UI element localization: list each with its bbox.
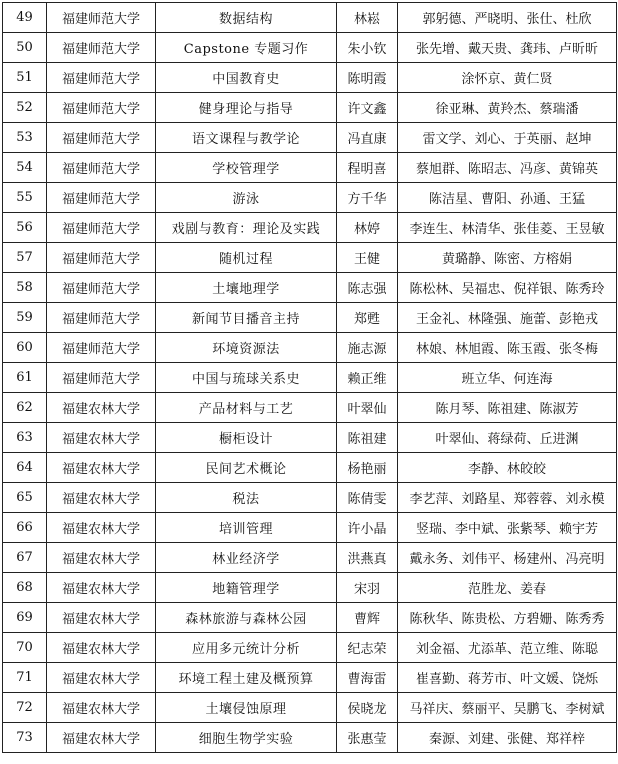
course-name-cell: 新闻节目播音主持 <box>156 303 337 333</box>
course-name-cell: 培训管理 <box>156 513 337 543</box>
course-leader-cell: 陈祖建 <box>337 423 398 453</box>
university-name-cell: 福建师范大学 <box>47 63 156 93</box>
table-row <box>3 693 617 723</box>
course-name-cell: 土壤侵蚀原理 <box>156 693 337 723</box>
table-row <box>3 33 617 63</box>
university-name-cell: 福建农林大学 <box>47 573 156 603</box>
row-number-cell: 49 <box>3 3 47 33</box>
row-number-cell: 57 <box>3 243 47 273</box>
course-name-cell: 地籍管理学 <box>156 573 337 603</box>
course-leader-cell: 林婷 <box>337 213 398 243</box>
row-number-cell: 64 <box>3 453 47 483</box>
table-row <box>3 663 617 693</box>
university-name-cell: 福建农林大学 <box>47 723 156 753</box>
university-name-cell: 福建农林大学 <box>47 393 156 423</box>
team-members-cell: 陈松林、吴福忠、倪祥银、陈秀玲 <box>398 273 617 303</box>
course-name-cell: 环境资源法 <box>156 333 337 363</box>
row-number-cell: 62 <box>3 393 47 423</box>
table-row <box>3 363 617 393</box>
table-row <box>3 483 617 513</box>
course-leader-cell: 洪燕真 <box>337 543 398 573</box>
course-name-cell: 随机过程 <box>156 243 337 273</box>
table-row <box>3 303 617 333</box>
row-number-cell: 53 <box>3 123 47 153</box>
table-row <box>3 603 617 633</box>
table-row <box>3 453 617 483</box>
university-name-cell: 福建农林大学 <box>47 483 156 513</box>
course-leader-cell: 方千华 <box>337 183 398 213</box>
row-number-cell: 50 <box>3 33 47 63</box>
row-number-cell: 58 <box>3 273 47 303</box>
course-leader-cell: 陈明霞 <box>337 63 398 93</box>
university-name-cell: 福建师范大学 <box>47 333 156 363</box>
table-row <box>3 3 617 33</box>
team-members-cell: 陈秋华、陈贵松、方碧姗、陈秀秀 <box>398 603 617 633</box>
course-leader-cell: 林崧 <box>337 3 398 33</box>
team-members-cell: 陈洁星、曹阳、孙通、王猛 <box>398 183 617 213</box>
table-row <box>3 543 617 573</box>
table-body <box>3 3 617 753</box>
team-members-cell: 崔喜勤、蒋芳市、叶文媛、饶烁 <box>398 663 617 693</box>
course-leader-cell: 陈倩雯 <box>337 483 398 513</box>
table-row <box>3 153 617 183</box>
team-members-cell: 叶翠仙、蒋绿荷、丘进渊 <box>398 423 617 453</box>
table-row <box>3 423 617 453</box>
course-leader-cell: 赖正维 <box>337 363 398 393</box>
course-leader-cell: 侯晓龙 <box>337 693 398 723</box>
course-leader-cell: 许文鑫 <box>337 93 398 123</box>
team-members-cell: 刘金福、尤添革、范立维、陈聪 <box>398 633 617 663</box>
university-name-cell: 福建师范大学 <box>47 183 156 213</box>
team-members-cell: 李静、林皎皎 <box>398 453 617 483</box>
course-name-cell: 环境工程土建及概预算 <box>156 663 337 693</box>
university-name-cell: 福建农林大学 <box>47 513 156 543</box>
course-leader-cell: 曹辉 <box>337 603 398 633</box>
course-name-cell: Capstone 专题习作 <box>156 33 337 63</box>
row-number-cell: 55 <box>3 183 47 213</box>
course-leader-cell: 王健 <box>337 243 398 273</box>
university-name-cell: 福建师范大学 <box>47 93 156 123</box>
course-leader-cell: 朱小钦 <box>337 33 398 63</box>
course-leader-cell: 程明喜 <box>337 153 398 183</box>
team-members-cell: 范胜龙、姜春 <box>398 573 617 603</box>
university-name-cell: 福建农林大学 <box>47 543 156 573</box>
university-name-cell: 福建师范大学 <box>47 363 156 393</box>
university-name-cell: 福建师范大学 <box>47 33 156 63</box>
course-leader-cell: 陈志强 <box>337 273 398 303</box>
course-name-cell: 健身理论与指导 <box>156 93 337 123</box>
team-members-cell: 蔡旭群、陈昭志、冯彦、黄锦英 <box>398 153 617 183</box>
team-members-cell: 陈月琴、陈祖建、陈淑芳 <box>398 393 617 423</box>
course-name-cell: 产品材料与工艺 <box>156 393 337 423</box>
table-row <box>3 633 617 663</box>
team-members-cell: 王金礼、林隆强、施蕾、彭艳戎 <box>398 303 617 333</box>
row-number-cell: 60 <box>3 333 47 363</box>
team-members-cell: 李连生、林清华、张佳菱、王昱敏 <box>398 213 617 243</box>
university-name-cell: 福建师范大学 <box>47 3 156 33</box>
row-number-cell: 69 <box>3 603 47 633</box>
table-row <box>3 213 617 243</box>
university-name-cell: 福建师范大学 <box>47 153 156 183</box>
table-row <box>3 273 617 303</box>
team-members-cell: 徐亚琳、黄羚杰、蔡瑞潘 <box>398 93 617 123</box>
row-number-cell: 73 <box>3 723 47 753</box>
course-leader-cell: 杨艳丽 <box>337 453 398 483</box>
course-name-cell: 中国教育史 <box>156 63 337 93</box>
team-members-cell: 张先增、戴天贵、龚玮、卢昕昕 <box>398 33 617 63</box>
table-row <box>3 723 617 753</box>
team-members-cell: 林娘、林旭霞、陈玉霞、张冬梅 <box>398 333 617 363</box>
university-name-cell: 福建农林大学 <box>47 663 156 693</box>
course-leader-cell: 许小晶 <box>337 513 398 543</box>
table-row <box>3 183 617 213</box>
course-name-cell: 游泳 <box>156 183 337 213</box>
team-members-cell: 马祥庆、蔡丽平、吴鹏飞、李树斌 <box>398 693 617 723</box>
course-leader-cell: 施志源 <box>337 333 398 363</box>
course-name-cell: 学校管理学 <box>156 153 337 183</box>
course-name-cell: 森林旅游与森林公园 <box>156 603 337 633</box>
row-number-cell: 54 <box>3 153 47 183</box>
university-name-cell: 福建师范大学 <box>47 213 156 243</box>
row-number-cell: 68 <box>3 573 47 603</box>
team-members-cell: 黄璐静、陈密、方榕娟 <box>398 243 617 273</box>
row-number-cell: 66 <box>3 513 47 543</box>
course-leader-cell: 张惠莹 <box>337 723 398 753</box>
row-number-cell: 51 <box>3 63 47 93</box>
row-number-cell: 71 <box>3 663 47 693</box>
course-name-cell: 中国与琉球关系史 <box>156 363 337 393</box>
row-number-cell: 52 <box>3 93 47 123</box>
course-name-cell: 民间艺术概论 <box>156 453 337 483</box>
course-leader-cell: 纪志荣 <box>337 633 398 663</box>
team-members-cell: 竖瑞、李中斌、张紫琴、赖宇芳 <box>398 513 617 543</box>
university-name-cell: 福建农林大学 <box>47 423 156 453</box>
course-name-cell: 数据结构 <box>156 3 337 33</box>
row-number-cell: 72 <box>3 693 47 723</box>
row-number-cell: 63 <box>3 423 47 453</box>
course-name-cell: 税法 <box>156 483 337 513</box>
table-row <box>3 123 617 153</box>
course-name-cell: 林业经济学 <box>156 543 337 573</box>
university-name-cell: 福建师范大学 <box>47 243 156 273</box>
row-number-cell: 61 <box>3 363 47 393</box>
row-number-cell: 56 <box>3 213 47 243</box>
university-name-cell: 福建师范大学 <box>47 273 156 303</box>
course-table <box>2 2 617 753</box>
university-name-cell: 福建农林大学 <box>47 603 156 633</box>
university-name-cell: 福建农林大学 <box>47 693 156 723</box>
team-members-cell: 班立华、何连海 <box>398 363 617 393</box>
team-members-cell: 戴永务、刘伟平、杨建州、冯亮明 <box>398 543 617 573</box>
course-leader-cell: 郑甦 <box>337 303 398 333</box>
university-name-cell: 福建农林大学 <box>47 633 156 663</box>
university-name-cell: 福建师范大学 <box>47 123 156 153</box>
course-name-cell: 应用多元统计分析 <box>156 633 337 663</box>
university-name-cell: 福建师范大学 <box>47 303 156 333</box>
table-row <box>3 333 617 363</box>
row-number-cell: 65 <box>3 483 47 513</box>
course-leader-cell: 宋羽 <box>337 573 398 603</box>
course-leader-cell: 叶翠仙 <box>337 393 398 423</box>
course-name-cell: 语文课程与教学论 <box>156 123 337 153</box>
team-members-cell: 秦源、刘建、张健、郑祥梓 <box>398 723 617 753</box>
course-name-cell: 细胞生物学实验 <box>156 723 337 753</box>
table-row <box>3 93 617 123</box>
row-number-cell: 59 <box>3 303 47 333</box>
table-row <box>3 393 617 423</box>
table-row <box>3 63 617 93</box>
team-members-cell: 雷文学、刘心、于英丽、赵坤 <box>398 123 617 153</box>
table-row <box>3 573 617 603</box>
table-row <box>3 243 617 273</box>
team-members-cell: 李艺萍、刘路星、郑蓉蓉、刘永模 <box>398 483 617 513</box>
course-leader-cell: 冯直康 <box>337 123 398 153</box>
course-name-cell: 橱柜设计 <box>156 423 337 453</box>
university-name-cell: 福建农林大学 <box>47 453 156 483</box>
course-leader-cell: 曹海雷 <box>337 663 398 693</box>
team-members-cell: 涂怀京、黄仁贤 <box>398 63 617 93</box>
course-name-cell: 土壤地理学 <box>156 273 337 303</box>
row-number-cell: 70 <box>3 633 47 663</box>
team-members-cell: 郭躬德、严晓明、张仕、杜欣 <box>398 3 617 33</box>
table-row <box>3 513 617 543</box>
row-number-cell: 67 <box>3 543 47 573</box>
course-name-cell: 戏剧与教育：理论及实践 <box>156 213 337 243</box>
